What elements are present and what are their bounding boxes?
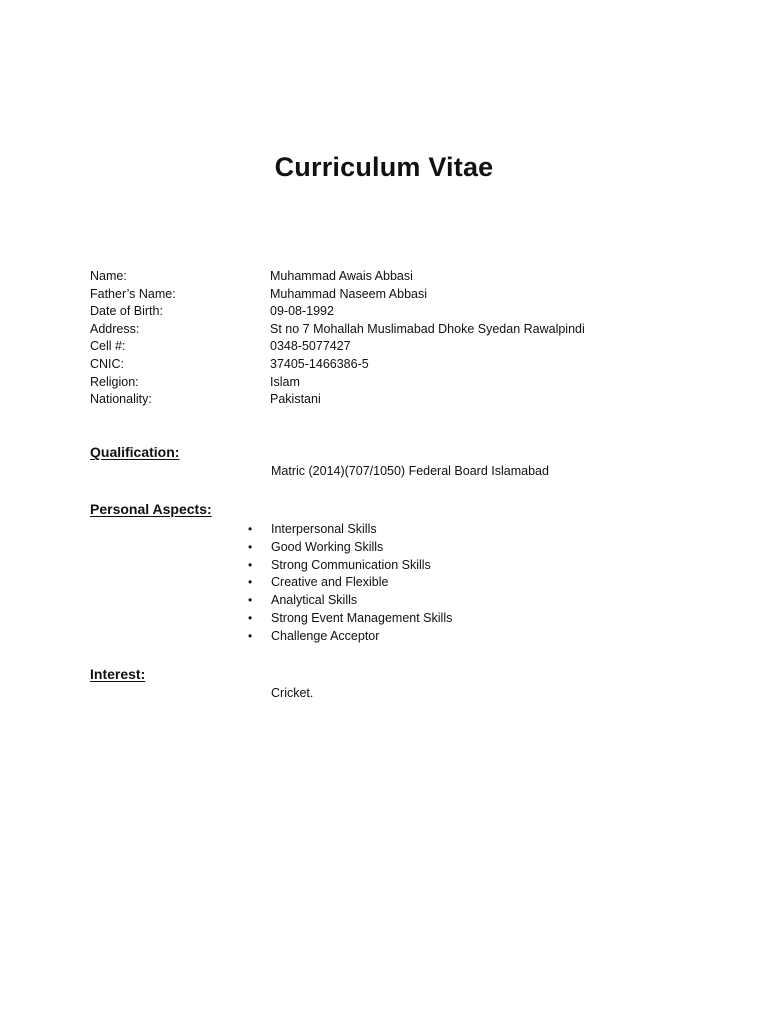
- info-row-name: [90, 268, 730, 286]
- list-item-text: Strong Communication Skills: [271, 557, 431, 572]
- list-item: [248, 521, 452, 539]
- bullet-icon: •: [248, 557, 253, 572]
- list-item: [248, 610, 452, 628]
- info-row-fathers-name: [90, 286, 730, 304]
- qualification-text: Matric (2014)(707/1050) Federal Board Islamabad: [271, 464, 549, 478]
- bullet-icon: •: [248, 593, 253, 608]
- info-label: Name:: [90, 269, 127, 283]
- interest-text: Cricket.: [271, 686, 314, 700]
- info-label: CNIC:: [90, 356, 125, 371]
- info-value: Muhammad Naseem Abbasi: [270, 286, 428, 301]
- list-item: [248, 539, 452, 557]
- info-value: Pakistani: [270, 392, 321, 407]
- info-label: Nationality:: [90, 392, 152, 407]
- info-label: Address:: [90, 321, 140, 336]
- list-item: [248, 628, 452, 646]
- bullet-icon: •: [248, 610, 253, 625]
- personal-aspects-heading: Personal Aspects:: [90, 501, 212, 517]
- list-item: [248, 592, 452, 610]
- info-value: St no 7 Mohallah Muslimabad Dhoke Syedan Rawalpindi: [270, 321, 585, 336]
- bullet-icon: •: [248, 522, 253, 536]
- info-value: 37405-1466386-5: [270, 356, 369, 371]
- list-item: [248, 557, 452, 575]
- info-row-cnic: [90, 356, 730, 374]
- info-value: Islam: [270, 374, 300, 389]
- info-row-date-of-birth: [90, 303, 730, 321]
- qualification-heading: Qualification:: [90, 444, 180, 460]
- list-item-text: Creative and Flexible: [271, 575, 389, 590]
- bullet-icon: •: [248, 539, 253, 554]
- list-item-text: Challenge Acceptor: [271, 628, 380, 643]
- bullet-icon: •: [248, 575, 253, 590]
- personal-aspects-list: [248, 521, 452, 646]
- info-value: Muhammad Awais Abbasi: [270, 269, 413, 283]
- document-title: Curriculum Vitae: [274, 152, 494, 182]
- info-label: Cell #:: [90, 339, 126, 354]
- info-value: 09-08-1992: [270, 304, 334, 319]
- list-item-text: Interpersonal Skills: [271, 522, 377, 536]
- info-row-nationality: [90, 391, 730, 409]
- personal-info-table: [90, 268, 730, 409]
- info-label: Father’s Name:: [90, 286, 176, 301]
- list-item-text: Good Working Skills: [271, 539, 384, 554]
- bullet-icon: •: [248, 628, 253, 643]
- info-label: Date of Birth:: [90, 304, 163, 319]
- info-row-address: [90, 321, 730, 339]
- info-row-cell: [90, 338, 730, 356]
- info-label: Religion:: [90, 374, 139, 389]
- list-item-text: Analytical Skills: [271, 593, 358, 608]
- list-item-text: Strong Event Management Skills: [271, 610, 453, 625]
- info-row-religion: [90, 374, 730, 392]
- interest-heading: Interest:: [90, 666, 146, 682]
- info-value: 0348-5077427: [270, 339, 351, 354]
- list-item: [248, 574, 452, 592]
